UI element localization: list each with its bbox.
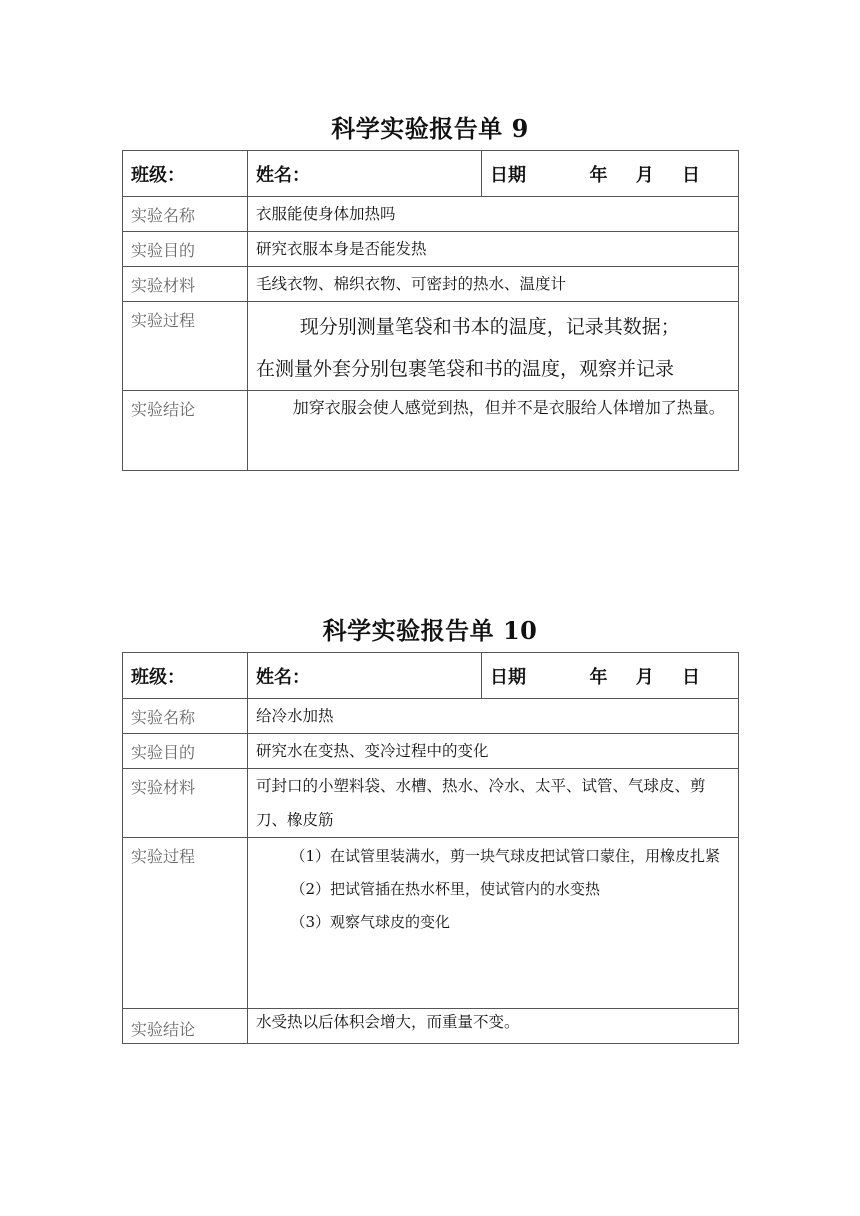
experiment-conclusion-value: 加穿衣服会使人感觉到热，但并不是衣服给人体增加了热量。 xyxy=(248,391,739,471)
report-title: 科学实验报告单 10 xyxy=(322,616,538,645)
experiment-conclusion-label: 实验结论 xyxy=(123,391,248,471)
experiment-name-value: 衣服能使身体加热吗 xyxy=(248,197,739,232)
class-label: 班级： xyxy=(123,653,248,699)
experiment-purpose-label: 实验目的 xyxy=(123,232,248,267)
student-name-label: 姓名： xyxy=(248,653,482,699)
experiment-name-row xyxy=(123,197,739,232)
report-sheet-9 xyxy=(122,108,738,471)
date-cell xyxy=(482,151,739,197)
experiment-conclusion-row xyxy=(123,391,739,471)
experiment-materials-value: 毛线衣物、棉织衣物、可密封的热水、温度计 xyxy=(248,267,739,302)
experiment-purpose-label: 实验目的 xyxy=(123,734,248,769)
process-line: 现分别测量笔袋和书本的温度，记录其数据； xyxy=(299,316,680,338)
day-label: 日 xyxy=(682,666,700,688)
experiment-name-label: 实验名称 xyxy=(123,699,248,734)
experiment-process-row xyxy=(123,302,739,391)
experiment-name-value: 给冷水加热 xyxy=(248,699,739,734)
experiment-conclusion-value: 水受热以后体积会增大，而重量不变。 xyxy=(248,1009,739,1044)
experiment-process-label: 实验过程 xyxy=(123,838,248,1009)
date-label: 日期 xyxy=(490,164,526,186)
experiment-process-label: 实验过程 xyxy=(123,302,248,391)
year-label: 年 xyxy=(589,666,608,688)
report-sheet-10 xyxy=(122,610,738,1044)
experiment-process-value xyxy=(248,838,739,1009)
experiment-process-row xyxy=(123,838,739,1009)
report-table xyxy=(122,652,739,1044)
experiment-purpose-value: 研究衣服本身是否能发热 xyxy=(248,232,739,267)
experiment-conclusion-label: 实验结论 xyxy=(123,1009,248,1044)
experiment-purpose-row xyxy=(123,232,739,267)
date-cell xyxy=(482,653,739,699)
experiment-name-label: 实验名称 xyxy=(123,197,248,232)
process-step: （3）观察气球皮的变化 xyxy=(290,913,451,931)
header-row xyxy=(123,151,739,197)
day-label: 日 xyxy=(682,164,700,186)
class-label: 班级： xyxy=(123,151,248,197)
experiment-materials-row xyxy=(123,769,739,838)
experiment-conclusion-row xyxy=(123,1009,739,1044)
date-label: 日期 xyxy=(490,666,526,688)
year-label: 年 xyxy=(589,164,608,186)
experiment-purpose-row xyxy=(123,734,739,769)
student-name-label: 姓名： xyxy=(248,151,482,197)
header-row xyxy=(123,653,739,699)
experiment-purpose-value: 研究水在变热、变冷过程中的变化 xyxy=(248,734,739,769)
process-line: 在测量外套分别包裹笔袋和书的温度，观察并记录 xyxy=(256,358,675,380)
experiment-materials-row xyxy=(123,267,739,302)
report-table xyxy=(122,150,739,471)
experiment-process-value xyxy=(248,302,739,391)
process-step: （2）把试管插在热水杯里，使试管内的水变热 xyxy=(290,880,601,898)
process-step: （1）在试管里装满水，剪一块气球皮把试管口蒙住，用橡皮扎紧 xyxy=(290,847,721,865)
experiment-materials-label: 实验材料 xyxy=(123,267,248,302)
experiment-name-row xyxy=(123,699,739,734)
experiment-materials-value: 可封口的小塑料袋、水槽、热水、冷水、太平、试管、气球皮、剪刀、橡皮筋 xyxy=(248,769,739,838)
month-label: 月 xyxy=(635,164,654,186)
month-label: 月 xyxy=(635,666,654,688)
report-title: 科学实验报告单 9 xyxy=(331,114,529,143)
experiment-materials-label: 实验材料 xyxy=(123,769,248,838)
